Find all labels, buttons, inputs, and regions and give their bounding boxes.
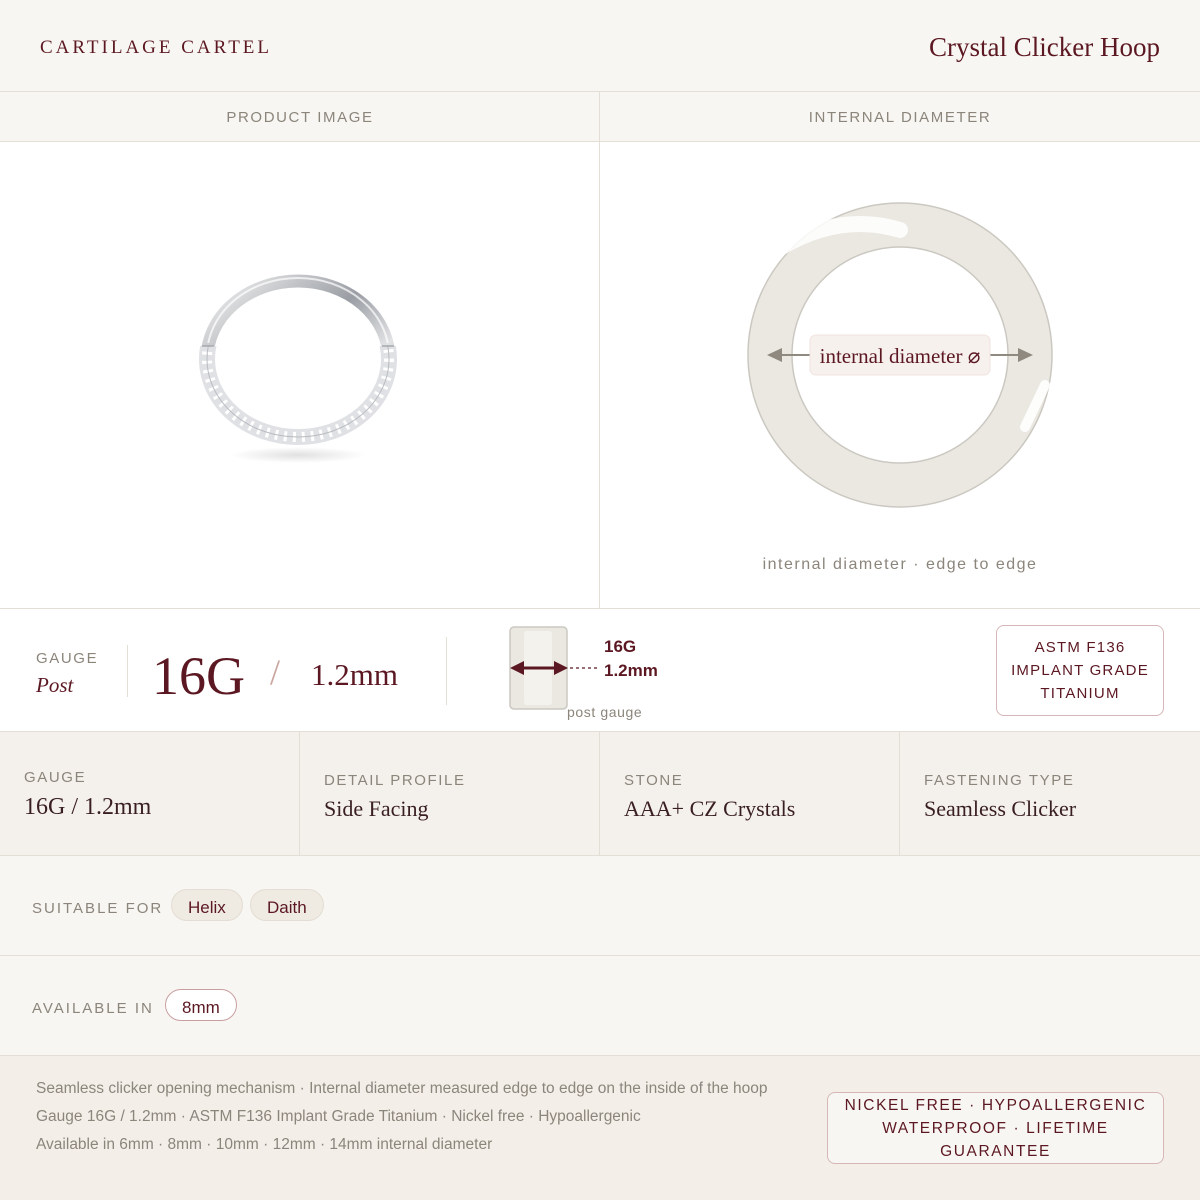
gauge-sub-label: Post bbox=[36, 673, 74, 697]
footer-notes bbox=[36, 1075, 806, 1159]
suitable-tag-daith[interactable]: Daith bbox=[250, 889, 324, 921]
spec-grid bbox=[0, 732, 1200, 856]
available-in-row bbox=[0, 956, 1200, 1056]
brand-name[interactable]: CARTILAGE CARTEL bbox=[40, 37, 273, 58]
panel-label-row bbox=[0, 92, 1200, 142]
page-header bbox=[0, 0, 1200, 92]
divider bbox=[446, 637, 447, 705]
internal-diameter-label: INTERNAL DIAMETER bbox=[808, 109, 992, 126]
gauge-mm-value: 1.2mm bbox=[311, 657, 398, 692]
gauge-label: GAUGE bbox=[36, 650, 99, 667]
diameter-caption: internal diameter · edge to edge bbox=[762, 556, 1038, 573]
spec-value: Side Facing bbox=[324, 796, 429, 821]
post-gauge-mm: 1.2mm bbox=[604, 661, 658, 680]
divider bbox=[127, 645, 128, 697]
footer bbox=[0, 1056, 1200, 1200]
suitable-for-row bbox=[0, 856, 1200, 956]
material-badge: ASTM F136 IMPLANT GRADE TITANIUM bbox=[996, 625, 1164, 716]
suitable-for-label: SUITABLE FOR bbox=[32, 900, 164, 917]
guarantee-line: NICKEL FREE · HYPOALLERGENIC bbox=[844, 1096, 1147, 1114]
spec-cell-detail-profile bbox=[300, 732, 600, 855]
post-gauge-icon bbox=[500, 617, 610, 713]
spec-value: 16G / 1.2mm bbox=[24, 794, 152, 820]
spec-value: Seamless Clicker bbox=[924, 796, 1077, 821]
post-gauge-values bbox=[604, 635, 658, 683]
spec-key: GAUGE bbox=[24, 769, 87, 786]
product-title: Crystal Clicker Hoop bbox=[929, 32, 1160, 62]
footer-line: Available in 6mm · 8mm · 10mm · 12mm · 14mm internal diameter bbox=[36, 1136, 493, 1153]
post-gauge-g: 16G bbox=[604, 637, 637, 656]
gauge-value: 16G bbox=[152, 646, 245, 706]
spec-key: STONE bbox=[624, 772, 684, 789]
spec-key: DETAIL PROFILE bbox=[324, 772, 466, 789]
spec-cell-gauge bbox=[0, 732, 300, 855]
spec-key: FASTENING TYPE bbox=[924, 772, 1075, 789]
available-in-label: AVAILABLE IN bbox=[32, 1000, 154, 1017]
ring-diagram-icon bbox=[600, 142, 1200, 608]
footer-line: Gauge 16G / 1.2mm · ASTM F136 Implant Grade Titanium · Nickel free · Hypoallergenic bbox=[36, 1108, 641, 1125]
hoop-earring-icon[interactable] bbox=[0, 142, 600, 608]
spec-cell-fastening bbox=[900, 732, 1200, 855]
diameter-diagram-panel bbox=[600, 142, 1200, 608]
product-image-label: PRODUCT IMAGE bbox=[226, 109, 374, 126]
guarantee-badge bbox=[827, 1092, 1164, 1164]
spec-cell-stone bbox=[600, 732, 900, 855]
post-gauge-caption: post gauge bbox=[567, 704, 643, 720]
size-option-8mm[interactable]: 8mm bbox=[165, 989, 237, 1021]
footer-line: Seamless clicker opening mechanism · Internal diameter measured edge to edge on the inside of the hoop bbox=[36, 1080, 768, 1097]
diameter-annotation: internal diameter ⌀ bbox=[819, 344, 981, 368]
gauge-row bbox=[0, 608, 1200, 732]
panel-divider bbox=[599, 92, 600, 608]
spec-value: AAA+ CZ Crystals bbox=[624, 796, 796, 821]
gauge-slash: / bbox=[270, 652, 281, 692]
product-image-panel bbox=[0, 142, 600, 608]
suitable-tag-helix[interactable]: Helix bbox=[171, 889, 243, 921]
guarantee-line: WATERPROOF · LIFETIME GUARANTEE bbox=[882, 1119, 1109, 1160]
